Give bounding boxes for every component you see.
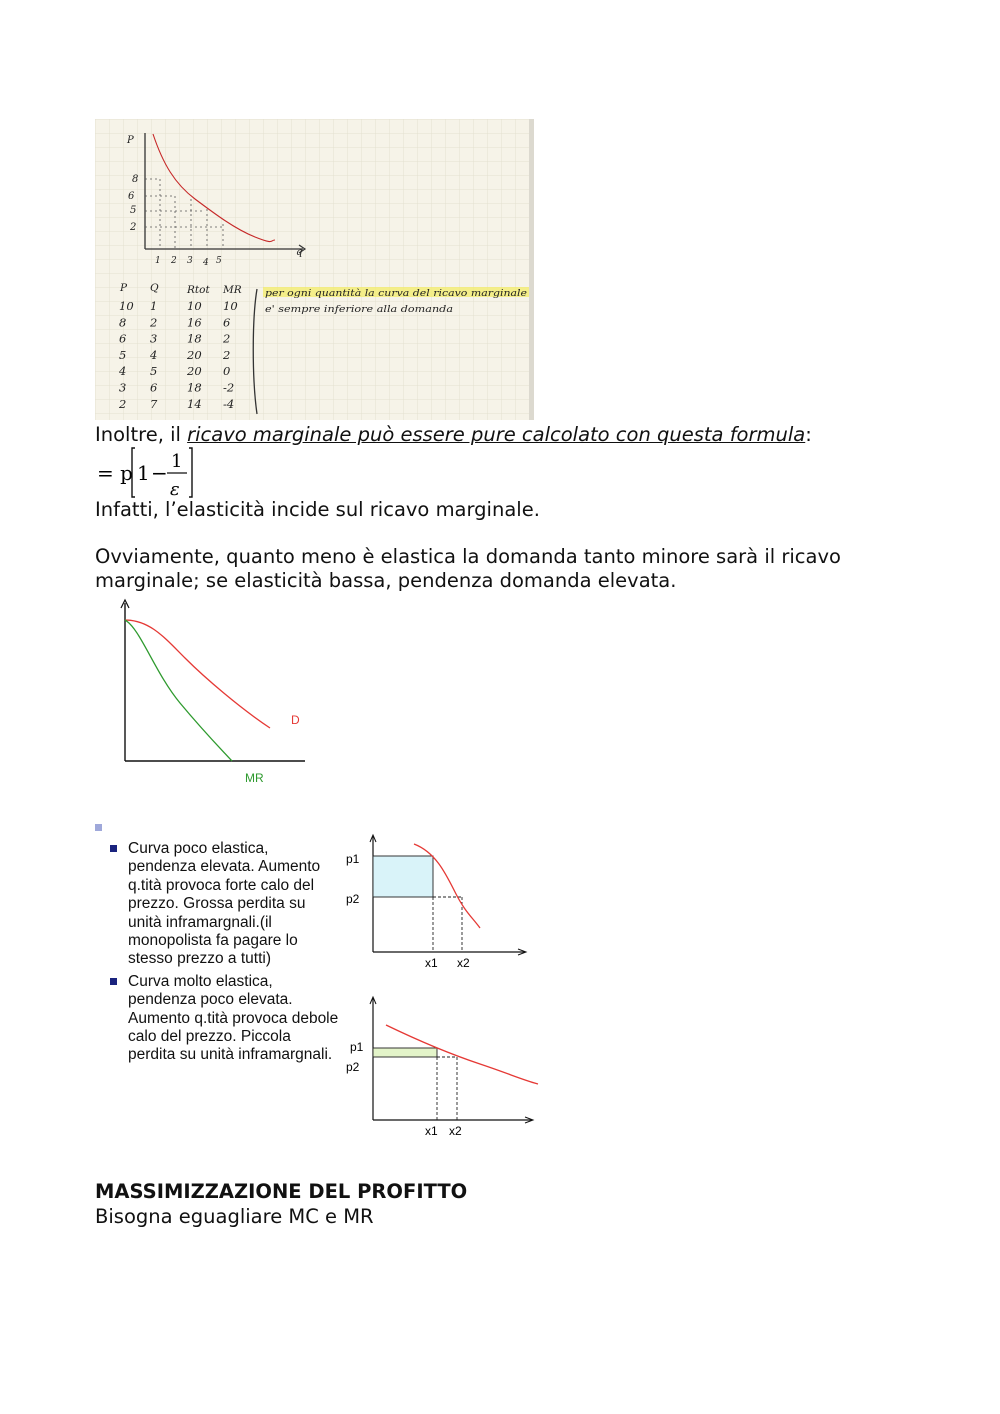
table-cell: 10 [187,299,202,313]
p1-label: p1 [350,1040,364,1054]
paragraph-underlined: ricavo marginale può essere pure calcolato con questa formula [187,423,806,446]
table-cell: 18 [187,380,202,395]
table-cell: 3 [150,331,158,346]
bullet-elastic [110,973,340,1065]
paragraph-formula-intro [95,423,812,447]
table-cell: 6 [150,380,158,395]
paragraph-obviously-line2: marginale; se elasticità bassa, pendenza domanda elevata. [95,569,677,592]
paragraph-obviously-line1: Ovviamente, quanto meno è elastica la domanda tanto minore sarà il ricavo [95,545,841,568]
y-axis-label: P [127,135,134,146]
bullet-text: Curva poco elastica, pendenza elevata. Aumento q.tità provoca forte calo del prezzo. Grossa perdita su unità inframargnali.(il monopolista fa pagare lo stesso prezzo a tutti) [128,840,321,968]
table-cell: 0 [223,364,231,379]
table-cell: 20 [187,347,202,362]
table-cell: 4 [119,364,127,379]
bullet-inelastic [110,840,340,969]
y-tick: 2 [130,222,137,233]
section-title: MASSIMIZZAZIONE DEL PROFITTO [95,1180,468,1203]
table-cell: 6 [223,315,231,330]
handwritten-notes-image [95,119,534,420]
slide-bullet-marker [95,824,102,831]
mr-label: MR [245,771,264,785]
p1-label: p1 [346,852,360,866]
table-header: Q [150,282,159,294]
section-text: Bisogna eguagliare MC e MR [95,1205,374,1228]
inelastic-chart [340,832,540,974]
notes-svg [95,119,534,420]
notes-annotation-line2: e' sempre inferiore alla domanda [265,304,453,315]
marginal-revenue-formula [95,445,205,500]
formula-numerator: 1 [171,451,183,472]
x-tick: 1 [155,256,161,266]
table-cell: 2 [150,315,158,330]
x-tick: 3 [187,256,193,266]
bullet-square-icon [110,845,117,852]
table-cell: 1 [150,299,158,313]
bullet-square-icon [110,978,117,985]
paragraph-elasticity: Infatti, l’elasticità incide sul ricavo marginale. [95,498,540,521]
formula-one: 1 [137,461,150,485]
table-cell: 4 [150,347,158,362]
x-tick: 4 [203,258,209,268]
x1-label: x1 [425,956,438,970]
table-header: MR [223,284,242,296]
y-tick: 6 [128,191,135,202]
table-cell: 3 [119,380,127,395]
formula-denominator: ε [170,479,180,500]
demand-curve [125,620,270,728]
table-cell: 16 [187,315,202,330]
y-tick: 8 [132,174,139,185]
table-cell: -4 [223,396,235,411]
p2-label: p2 [346,1060,360,1074]
table-header: Rtot [187,284,210,296]
paragraph-prefix: Inoltre, il [95,423,188,446]
table-cell: 10 [223,299,238,313]
x-tick: 2 [171,256,177,266]
table-cell: 2 [223,347,231,362]
p2-label: p2 [346,892,360,906]
x2-label: x2 [457,956,470,970]
elasticity-bullets [110,840,340,1069]
table-cell: 10 [119,299,134,313]
table-cell: 8 [119,315,127,330]
table-cell: -2 [223,380,235,395]
x1-label: x1 [425,1124,438,1138]
table-cell: 7 [150,396,158,411]
demand-label: D [291,713,300,727]
table-cell: 2 [119,396,127,411]
bullet-text: Curva molto elastica, pendenza poco elevata. Aumento q.tità provoca debole calo del prezzo. Piccola perdita su unità inframargnali. [128,972,339,1064]
paragraph-suffix: : [805,423,812,446]
elastic-chart [340,994,540,1140]
table-cell: 20 [187,364,202,379]
table-header: P [120,282,128,294]
y-tick: 5 [130,205,137,216]
table-cell: 2 [223,331,231,346]
mr-curve [125,620,232,761]
formula-eq: = p [97,461,133,485]
formula-minus: − [151,461,168,485]
table-cell: 6 [119,331,127,346]
x-tick: 5 [216,256,222,266]
table-cell: 5 [150,364,158,379]
notes-annotation-line1: per ogni quantità la curva del ricavo marginale [265,288,528,299]
table-cell: 18 [187,331,202,346]
x-axis-label: q [296,247,303,258]
x2-label: x2 [449,1124,462,1138]
table-cell: 5 [119,347,127,362]
table-cell: 14 [187,396,202,411]
demand-mr-chart [110,598,310,788]
